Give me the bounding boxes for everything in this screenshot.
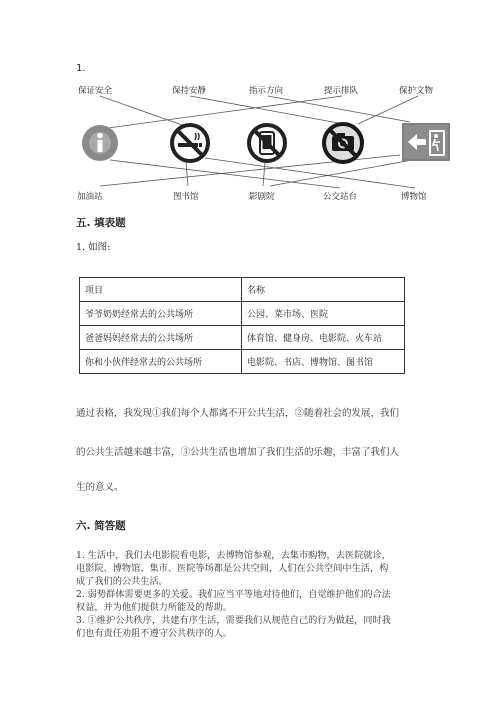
table-row <box>80 326 405 350</box>
question-label: 1. 如图: <box>76 242 111 253</box>
match-line <box>268 96 410 122</box>
table-row <box>80 302 405 326</box>
match-line <box>186 162 188 186</box>
table-cell: 爷爷奶奶经常去的公共场所 <box>80 302 242 326</box>
table-cell: 公园、菜市场、医院 <box>242 302 405 326</box>
match-line <box>358 96 418 124</box>
paragraph-line: 通过表格，我发现①我们每个人都离不开公共生活，②随着社会的发展，我们 <box>76 408 400 419</box>
answer-line: 成了我们的公共生活。 <box>76 576 168 587</box>
table-header-cell: 名称 <box>242 278 405 302</box>
match-line <box>205 158 415 188</box>
bottom-label-5: 博物馆 <box>401 192 427 202</box>
table-row <box>80 350 405 374</box>
answer-line: 电影院、博物馆、集市、医院等场都是公共空间，人们在公共空间中生活，构 <box>76 563 389 574</box>
match-line <box>110 160 340 188</box>
top-label-4: 提示排队 <box>324 86 359 96</box>
answer-line: 1. 生活中，我们去电影院看电影，去博物馆参观，去集市购物，去医院就诊， <box>76 550 391 561</box>
answer-line: 权益，并为他们提供力所能及的帮助。 <box>76 602 233 613</box>
bottom-label-1: 加油站 <box>77 192 103 202</box>
section-title: 五. 填表题 <box>76 217 126 229</box>
bottom-label-3: 影剧院 <box>249 192 275 202</box>
answer-line: 3. ①维护公共秩序，共建有序生活，需要我们从规范自己的行为做起，同时我 <box>76 615 391 626</box>
no-phone-sign-icon <box>246 122 288 164</box>
table-header-cell: 项目 <box>80 278 242 302</box>
top-label-5: 保护文物 <box>399 86 434 96</box>
table-cell: 电影院、书店、博物馆、图书馆 <box>242 350 405 374</box>
section-title: 六. 简答题 <box>76 520 126 532</box>
top-label-1: 保证安全 <box>78 86 113 96</box>
match-line <box>108 96 342 128</box>
table-cell: 你和小伙伴经常去的公共场所 <box>80 350 242 374</box>
paragraph-line: 生的意义。 <box>76 482 124 493</box>
match-line <box>263 162 265 186</box>
table-header-row <box>80 278 405 302</box>
question-number: 1. <box>76 63 86 74</box>
answer-line: 2. 弱势群体需要更多的关爱。我们应当平等地对待他们，自觉维护他们的合法 <box>76 589 391 600</box>
matching-lines <box>0 0 500 210</box>
no-camera-sign-icon <box>321 121 365 165</box>
exit-sign-icon <box>402 123 450 161</box>
bottom-label-2: 图书馆 <box>173 192 199 202</box>
top-label-3: 指示方向 <box>249 86 284 96</box>
answer-block <box>76 549 431 640</box>
top-label-2: 保持安静 <box>172 86 207 96</box>
table-cell: 爸爸妈妈经常去的公共场所 <box>80 326 242 350</box>
bottom-label-4: 公交站台 <box>323 192 358 202</box>
info-sign-icon <box>80 123 120 163</box>
paragraph-line: 的公共生活越来越丰富，③公共生活也增加了我们生活的乐趣，丰富了我们人 <box>76 447 400 458</box>
table-cell: 体育馆、健身房、电影院、火车站 <box>242 326 405 350</box>
data-table <box>79 277 405 374</box>
answer-line: 们也有责任劝阻不遵守公共秩序的人。 <box>76 628 233 639</box>
no-smoking-sign-icon <box>169 122 211 164</box>
